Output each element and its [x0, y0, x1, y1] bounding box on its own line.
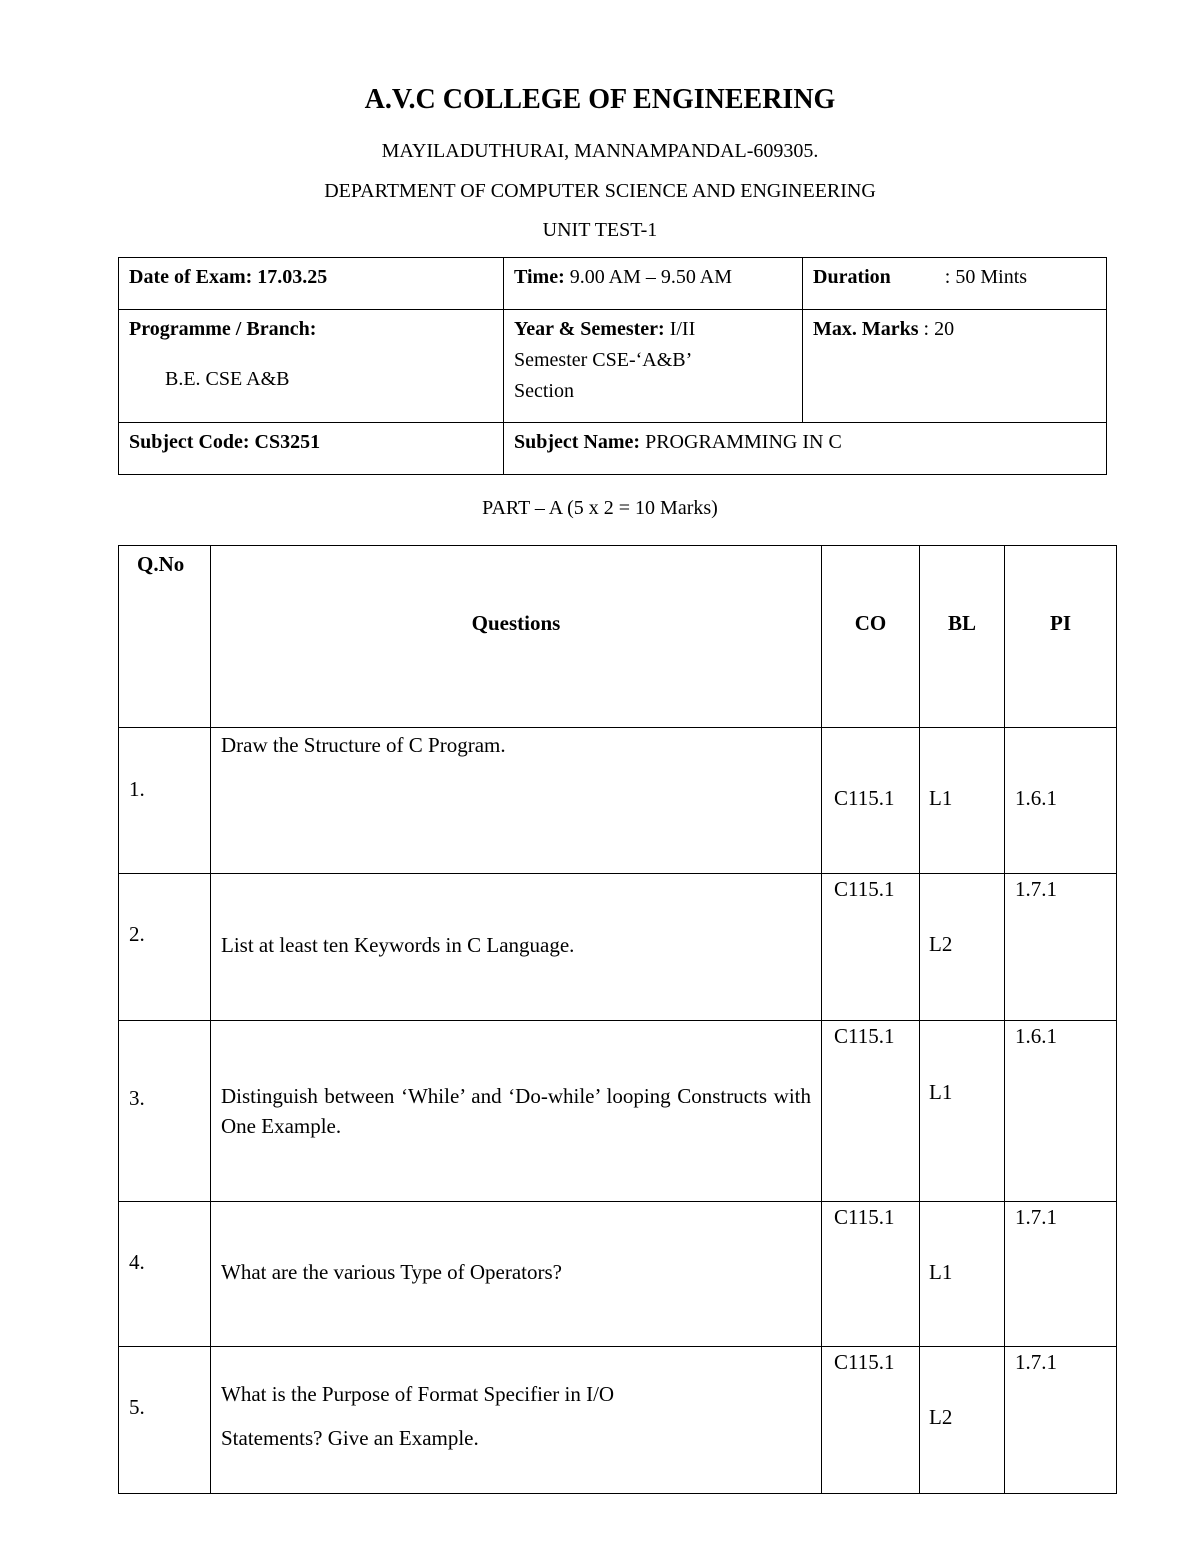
exam-info-table: [118, 257, 1107, 475]
max-marks-label: Max. Marks: [813, 318, 919, 340]
qno-cell: [119, 728, 211, 874]
programme-label: Programme / Branch:: [129, 318, 317, 340]
table-row: [119, 1021, 1117, 1202]
co-cell: [822, 874, 920, 1021]
co-value: C115.1: [834, 877, 895, 901]
question-cell: [211, 1347, 822, 1494]
co-value: C115.1: [834, 1024, 895, 1048]
questions-table: [118, 545, 1117, 1494]
bl-cell: [920, 874, 1005, 1021]
bl-value: L1: [929, 1260, 953, 1284]
bl-cell: [920, 1202, 1005, 1347]
co-cell: [822, 1021, 920, 1202]
programme-value: B.E. CSE A&B: [165, 368, 290, 390]
header-co: CO: [822, 546, 920, 728]
header-qno: Q.No: [119, 546, 211, 728]
bl-value: L1: [929, 1080, 953, 1104]
question-number: 1.: [129, 777, 145, 801]
pi-cell: [1005, 1021, 1117, 1202]
question-number: 4.: [129, 1250, 145, 1274]
qno-cell: [119, 874, 211, 1021]
question-number: 3.: [129, 1086, 145, 1110]
exam-date: Date of Exam: 17.03.25: [129, 266, 328, 288]
table-row: [119, 728, 1117, 874]
subject-name-label: Subject Name:: [514, 431, 641, 453]
year-value-2: Semester CSE-‘A&B’: [514, 349, 693, 371]
programme-cell: [119, 310, 504, 423]
pi-value: 1.7.1: [1015, 877, 1057, 901]
pi-value: 1.7.1: [1015, 1205, 1057, 1229]
pi-cell: [1005, 1347, 1117, 1494]
test-title: UNIT TEST-1: [542, 219, 658, 241]
co-value: C115.1: [834, 786, 895, 810]
question-cell: [211, 874, 822, 1021]
duration-value: : 50 Mints: [944, 266, 1028, 288]
question-text: What is the Purpose of Format Specifier in I/O Statements? Give an Example.: [221, 1382, 615, 1450]
part-title: PART – A (5 x 2 = 10 Marks): [482, 497, 718, 519]
exam-date-cell: [119, 258, 504, 310]
subject-name-cell: [504, 423, 1107, 475]
question-text: List at least ten Keywords in C Language.: [221, 933, 575, 957]
co-cell: [822, 728, 920, 874]
co-cell: [822, 1347, 920, 1494]
pi-value: 1.6.1: [1015, 1024, 1057, 1048]
pi-cell: [1005, 728, 1117, 874]
table-header-row: [119, 546, 1117, 728]
question-cell: [211, 1021, 822, 1202]
question-number: 2.: [129, 922, 145, 946]
bl-value: L2: [929, 1405, 953, 1429]
header-bl: BL: [920, 546, 1005, 728]
bl-cell: [920, 728, 1005, 874]
table-row: [119, 874, 1117, 1021]
college-name: A.V.C COLLEGE OF ENGINEERING: [364, 84, 836, 115]
qno-cell: [119, 1202, 211, 1347]
duration-cell: [803, 258, 1107, 310]
subject-name-value: PROGRAMMING IN C: [640, 431, 842, 453]
pi-cell: [1005, 874, 1117, 1021]
college-address: MAYILADUTHURAI, MANNAMPANDAL-609305.: [381, 140, 819, 162]
bl-value: L1: [929, 786, 953, 810]
subject-code-label: Subject Code:: [129, 431, 250, 453]
time-value: 9.00 AM – 9.50 AM: [564, 266, 732, 288]
time-label: Time:: [514, 266, 565, 288]
bl-cell: [920, 1347, 1005, 1494]
table-row: [119, 1347, 1117, 1494]
pi-value: 1.7.1: [1015, 1350, 1057, 1374]
max-marks-cell: [803, 310, 1107, 423]
co-value: C115.1: [834, 1205, 895, 1229]
year-semester-cell: [504, 310, 803, 423]
co-cell: [822, 1202, 920, 1347]
question-text: Distinguish between ‘While’ and ‘Do-while’ looping Constructs with One Example.: [221, 1084, 811, 1138]
duration-label: Duration: [813, 266, 891, 288]
subject-code-cell: [119, 423, 504, 475]
qno-cell: [119, 1347, 211, 1494]
year-value-3: Section: [514, 380, 574, 402]
qno-cell: [119, 1021, 211, 1202]
co-value: C115.1: [834, 1350, 895, 1374]
year-value-1: I/II: [664, 318, 696, 340]
question-cell: [211, 1202, 822, 1347]
max-marks-value: : 20: [923, 318, 955, 340]
bl-value: L2: [929, 932, 953, 956]
year-label: Year & Semester:: [514, 318, 665, 340]
subject-code-value: CS3251: [249, 431, 321, 453]
question-cell: [211, 728, 822, 874]
department-name: DEPARTMENT OF COMPUTER SCIENCE AND ENGINEERING: [324, 180, 876, 202]
question-number: 5.: [129, 1395, 145, 1419]
exam-time-cell: [504, 258, 803, 310]
bl-cell: [920, 1021, 1005, 1202]
header-pi: PI: [1005, 546, 1117, 728]
pi-value: 1.6.1: [1015, 786, 1057, 810]
pi-cell: [1005, 1202, 1117, 1347]
question-text: What are the various Type of Operators?: [221, 1260, 563, 1284]
header-questions: Questions: [211, 546, 822, 728]
table-row: [119, 1202, 1117, 1347]
question-text: Draw the Structure of C Program.: [221, 733, 506, 757]
